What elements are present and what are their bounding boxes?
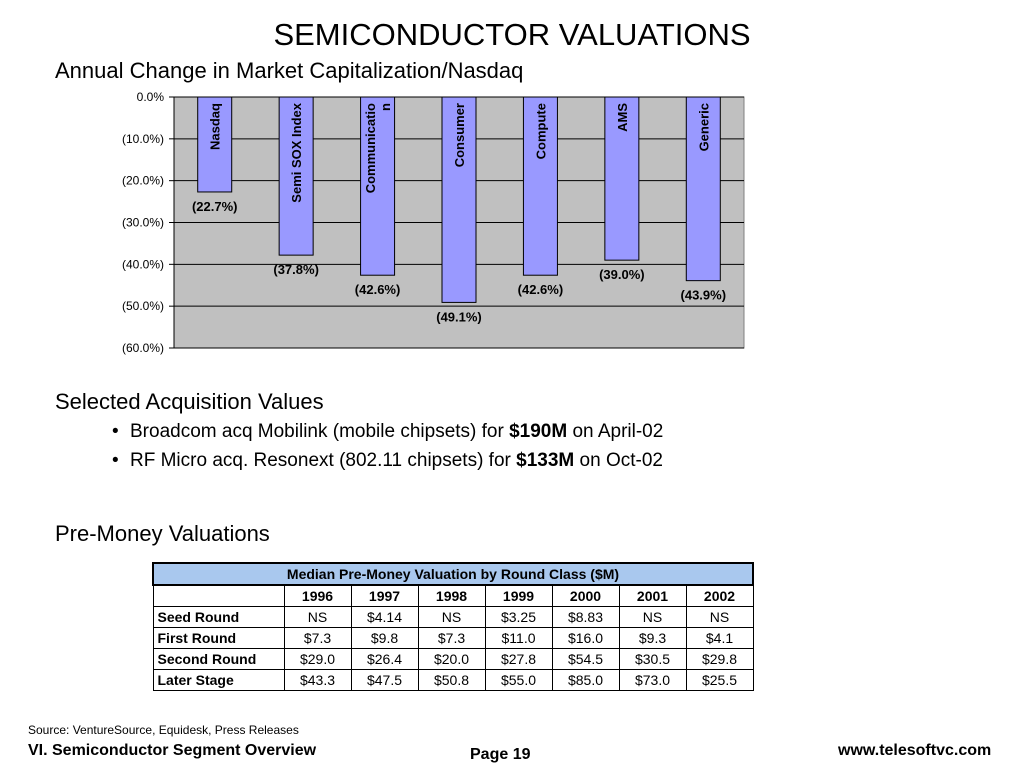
acquisition-date: on April-02	[567, 421, 664, 442]
table-cell: $55.0	[485, 670, 552, 691]
y-tick-label: (10.0%)	[121, 131, 164, 146]
table-cell: NS	[418, 607, 485, 628]
table-cell: NS	[686, 607, 753, 628]
row-label: Second Round	[153, 649, 284, 670]
table-cell: $29.8	[686, 649, 753, 670]
table-cell: $3.25	[485, 607, 552, 628]
table-row	[153, 607, 753, 628]
bullet-marker: •	[112, 450, 119, 471]
table-cell: $25.5	[686, 670, 753, 691]
y-tick-label: 0.0%	[136, 90, 164, 104]
table-cell: $29.0	[284, 649, 351, 670]
data-label: (42.6%)	[517, 282, 564, 298]
table-cell: $50.8	[418, 670, 485, 691]
y-tick-label: (20.0%)	[121, 173, 164, 188]
table-cell: $16.0	[552, 628, 619, 649]
table-cell: $43.3	[284, 670, 351, 691]
data-label: (22.7%)	[191, 198, 238, 214]
category-label: Communicatio	[363, 103, 379, 194]
y-tick-label: (40.0%)	[121, 257, 164, 272]
table-cell: $27.8	[485, 649, 552, 670]
acquisitions-heading: Selected Acquisition Values	[55, 389, 324, 414]
row-label: First Round	[153, 628, 284, 649]
row-label: Seed Round	[153, 607, 284, 628]
table-header-row	[153, 585, 753, 607]
table-caption: Median Pre-Money Valuation by Round Class ($M)	[153, 563, 753, 585]
table-cell: $9.3	[619, 628, 686, 649]
footer-website: www.telesoftvc.com	[838, 742, 992, 759]
data-label: (37.8%)	[273, 262, 319, 278]
table-cell: $73.0	[619, 670, 686, 691]
table-row	[153, 649, 753, 670]
table-header-year: 1998	[418, 585, 485, 607]
acquisition-item	[112, 449, 663, 473]
acquisition-amount: $190M	[509, 421, 568, 442]
data-label: (49.1%)	[436, 309, 482, 325]
acquisition-amount: $133M	[516, 450, 575, 471]
table-cell: $9.8	[351, 628, 418, 649]
page-title: SEMICONDUCTOR VALUATIONS	[273, 17, 751, 52]
table-cell: $7.3	[418, 628, 485, 649]
category-label: Nasdaq	[207, 103, 223, 150]
table-row	[153, 670, 753, 691]
acquisition-item	[112, 420, 663, 444]
category-label: Generic	[696, 103, 712, 152]
y-tick-label: (60.0%)	[121, 341, 164, 355]
y-tick-label: (30.0%)	[121, 215, 164, 230]
table-row	[153, 628, 753, 649]
table-cell: $20.0	[418, 649, 485, 670]
category-label: Compute	[533, 103, 549, 160]
table-cell: $30.5	[619, 649, 686, 670]
chart-subtitle: Annual Change in Market Capitalization/Nasdaq	[55, 58, 524, 83]
premoney-heading: Pre-Money Valuations	[55, 521, 270, 546]
acquisition-date: on Oct-02	[574, 450, 663, 471]
category-label: n	[378, 103, 394, 111]
table-cell: $26.4	[351, 649, 418, 670]
valuation-table	[152, 562, 754, 691]
row-label: Later Stage	[153, 670, 284, 691]
table-header-year: 1997	[351, 585, 418, 607]
table-header-year: 2000	[552, 585, 619, 607]
data-label: (39.0%)	[599, 267, 645, 283]
table-header-year: 1999	[485, 585, 552, 607]
category-label: Semi SOX Index	[289, 103, 305, 203]
table-cell: $11.0	[485, 628, 552, 649]
table-header-year: 2002	[686, 585, 753, 607]
table-cell: $7.3	[284, 628, 351, 649]
acquisition-text: Broadcom acq Mobilink (mobile chipsets) for	[130, 421, 510, 442]
acquisition-text: RF Micro acq. Resonext (802.11 chipsets) for	[130, 450, 517, 471]
table-cell: $4.14	[351, 607, 418, 628]
category-label: Consumer	[452, 103, 467, 168]
table-cell: $85.0	[552, 670, 619, 691]
table-cell: $4.1	[686, 628, 753, 649]
table-cell: $8.83	[552, 607, 619, 628]
source-note: Source: VentureSource, Equidesk, Press Releases	[28, 723, 299, 737]
table-header-blank	[153, 585, 284, 607]
y-tick-label: (50.0%)	[121, 299, 164, 314]
table-header-year: 1996	[284, 585, 351, 607]
data-label: (43.9%)	[680, 287, 727, 303]
footer-section-title: VI. Semiconductor Segment Overview	[28, 742, 317, 759]
bullet-marker: •	[112, 421, 119, 442]
market-cap-chart	[100, 84, 760, 360]
data-label: (42.6%)	[354, 282, 401, 298]
table-header-year: 2001	[619, 585, 686, 607]
table-cell: NS	[284, 607, 351, 628]
table-cell: $47.5	[351, 670, 418, 691]
table-cell: NS	[619, 607, 686, 628]
footer-page-number: Page 19	[470, 746, 531, 763]
table-cell: $54.5	[552, 649, 619, 670]
category-label: AMS	[614, 103, 630, 132]
